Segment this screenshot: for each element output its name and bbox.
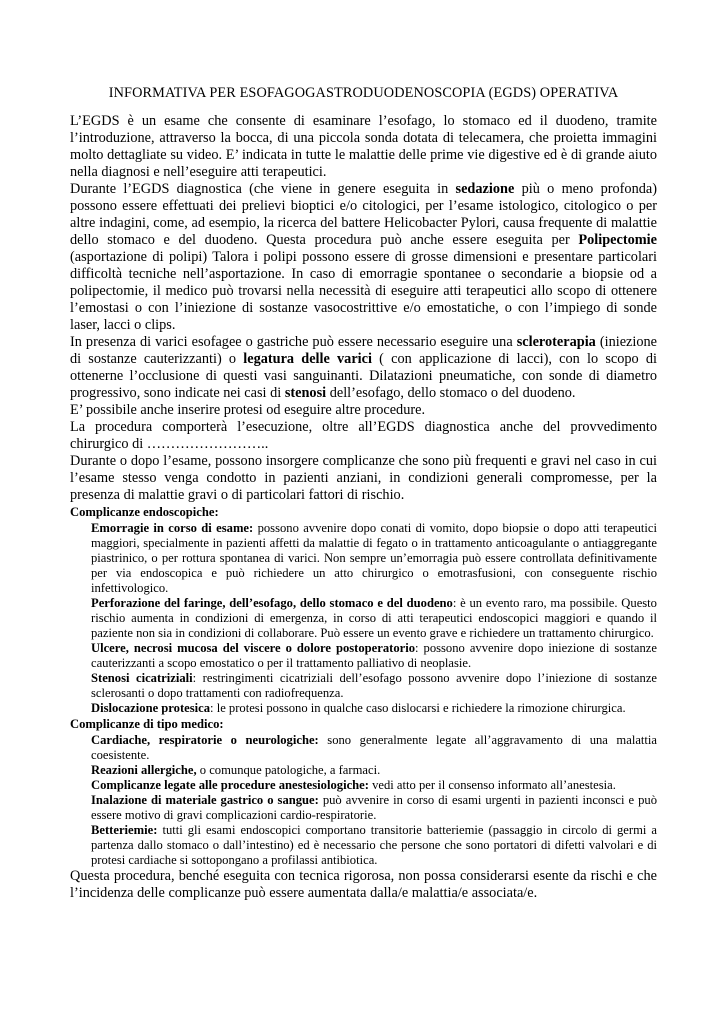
bold-term-legatura: legatura delle varici	[243, 351, 372, 367]
complications-intro-paragraph: Durante o dopo l’esame, possono insorgere complicanze che sono più frequenti e gravi nel caso in cui l’esame stesso venga condotto in pazienti anziani, in condizioni generali compromesse, per la presenza di malattie gravi o di particolari fattori di rischio.	[70, 453, 657, 503]
item-text: : le protesi possono in qualche caso dislocarsi e richiedere la rimozione chirurgica.	[210, 701, 626, 715]
text-run: dell’esofago, dello stomaco o del duodeno.	[326, 385, 576, 401]
item-text: sono generalmente legate all’aggravamento di una malattia coesistente.	[91, 733, 657, 762]
item-text: tutti gli esami endoscopici comportano transitorie batteriemie (passaggio in circolo di germi a partenza dallo stomaco o dall’intestino) ed è necessario che persone che sono portatori di difetti valvolari e di protesi cardiache si sottopongano a profilassi antibiotica.	[91, 823, 657, 867]
document-title: INFORMATIVA PER ESOFAGOGASTRODUODENOSCOPIA (EGDS) OPERATIVA	[108, 85, 619, 101]
item-label: Inalazione di materiale gastrico o sangue:	[91, 793, 319, 807]
intro-paragraph: L’EGDS è un esame che consente di esaminare l’esofago, lo stomaco ed il duodeno, tramite l’introduzione, attraverso la bocca, di una piccola sonda dotata di telecamera, che proietta immagini molto dettagliate su video. E’ indicata in tutte le malattie delle prime vie digestive ed è di grande aiuto nella diagnosi e nell’eseguire atti terapeutici.	[70, 113, 657, 180]
item-label: Cardiache, respiratorie o neurologiche:	[91, 733, 319, 747]
item-label: Reazioni allergiche,	[91, 763, 197, 777]
closing-paragraph: Questa procedura, benché eseguita con tecnica rigorosa, non possa considerarsi esente da rischi e che l’incidenza delle complicanze può essere aumentata dalla/e malattia/e associata/e.	[70, 868, 657, 901]
list-item	[91, 793, 657, 823]
item-text: possono avvenire dopo conati di vomito, dopo biopsie o dopo atti terapeutici maggiori, specialmente in pazienti affetti da malattie di fegato o in trattamento anticoagulante o antiaggregante piastrinico, o per rottura spontanea di varici. Non sempre un’emorragia può essere controllata definitivamente per via endoscopica e può richiedere un atto chirurgico o emotrasfusioni, con conseguente rischio infettivologico.	[91, 521, 657, 595]
text-run: (asportazione di polipi) Talora i polipi possono essere di grosse dimensioni e presentare particolari difficoltà tecniche nell’asportazione. In caso di emorragie spontanee o secondarie a biopsie od a polipectomie, il medico può trovarsi nella necessità di eseguire atti terapeutici allo scopo di ottenere l’emostasi o con l’iniezione di sostanze vasocostrittive e/o emostatiche, o con l’impiego di sonde laser, lacci o clips.	[70, 249, 657, 333]
medical-complications-list	[70, 733, 657, 868]
endoscopic-complications-list	[70, 521, 657, 716]
item-label: Perforazione del faringe, dell’esofago, dello stomaco e del duodeno	[91, 596, 453, 610]
document-page	[70, 84, 657, 902]
list-item	[91, 671, 657, 701]
text-run: più o meno profonda) possono essere effettuati dei prelievi bioptici e/o citologici, per l’esame istologico, citologico o per altre indagini, come, ad esempio, la ricerca del battere Helicobacter Pylori, causa frequente di malattie dello stomaco e del duodeno. Questa procedura può anche essere eseguita per	[70, 181, 657, 248]
bold-term-scleroterapia: scleroterapia	[516, 334, 596, 350]
item-label: Emorragie in corso di esame:	[91, 521, 254, 535]
protesi-paragraph: E’ possibile anche inserire protesi od eseguire altre procedure.	[70, 402, 426, 418]
list-item	[91, 733, 657, 763]
bold-term-stenosi: stenosi	[284, 385, 327, 401]
item-label: Complicanze legate alle procedure anestesiologiche:	[91, 778, 369, 792]
item-text: può avvenire in corso di esami urgenti in pazienti inconsci e può essere motivo di gravi complicazioni cardio-respiratorie.	[91, 793, 657, 822]
item-label: Dislocazione protesica	[91, 701, 211, 715]
text-run: Durante l’EGDS diagnostica (che viene in genere eseguita in	[70, 181, 456, 197]
medical-complications-heading: Complicanze di tipo medico:	[70, 717, 224, 731]
procedure-paragraph: La procedura comporterà l’esecuzione, oltre all’EGDS diagnostica anche del provvedimento chirurgico di ……………………..	[70, 419, 657, 452]
list-item	[91, 596, 657, 641]
item-label: Ulcere, necrosi mucosa del viscere o dolore postoperatorio	[91, 641, 416, 655]
varici-paragraph	[70, 334, 657, 402]
item-text: : restringimenti cicatriziali dell’esofago possono avvenire dopo l’iniezione di sostanze sclerosanti o dopo trattamenti con radiofrequenza.	[91, 671, 658, 700]
list-item	[91, 763, 657, 778]
text-run: In presenza di varici esofagee o gastriche può essere necessario eseguire una	[70, 334, 517, 350]
text-run: (iniezione di sostanze cauterizzanti) o	[70, 334, 658, 367]
item-label: Stenosi cicatriziali	[91, 671, 193, 685]
item-text: : possono avvenire dopo iniezione di sostanze cauterizzanti a scopo emostatico o per il trattamento palliativo di neoplasie.	[91, 641, 657, 670]
item-text: o comunque patologiche, a farmaci.	[196, 763, 381, 777]
bold-term-polipectomie: Polipectomie	[578, 232, 657, 248]
list-item	[91, 823, 657, 868]
list-item	[91, 521, 657, 596]
endoscopic-complications-heading: Complicanze endoscopiche:	[70, 505, 219, 519]
list-item	[91, 778, 657, 793]
diagnostic-paragraph	[70, 181, 657, 334]
item-text: : è un evento raro, ma possibile. Questo rischio aumenta in condizioni di emergenza, in corso di atti terapeutici endoscopici maggiori e quando il paziente non sia in condizioni di collaborare. Può essere un evento grave e richiedere un trattamento chirurgico.	[91, 596, 657, 640]
text-run: ( con applicazione di lacci), con lo scopo di ottenerne l’occlusione di questi vasi sanguinanti. Dilatazioni pneumatiche, con sonde di diametro progressivo, sono indicate nei casi di	[70, 351, 657, 401]
list-item	[91, 641, 657, 671]
list-item	[91, 701, 657, 716]
bold-term-sedazione: sedazione	[455, 181, 515, 197]
item-text: vedi atto per il consenso informato all’anestesia.	[368, 778, 616, 792]
item-label: Betteriemie:	[91, 823, 158, 837]
